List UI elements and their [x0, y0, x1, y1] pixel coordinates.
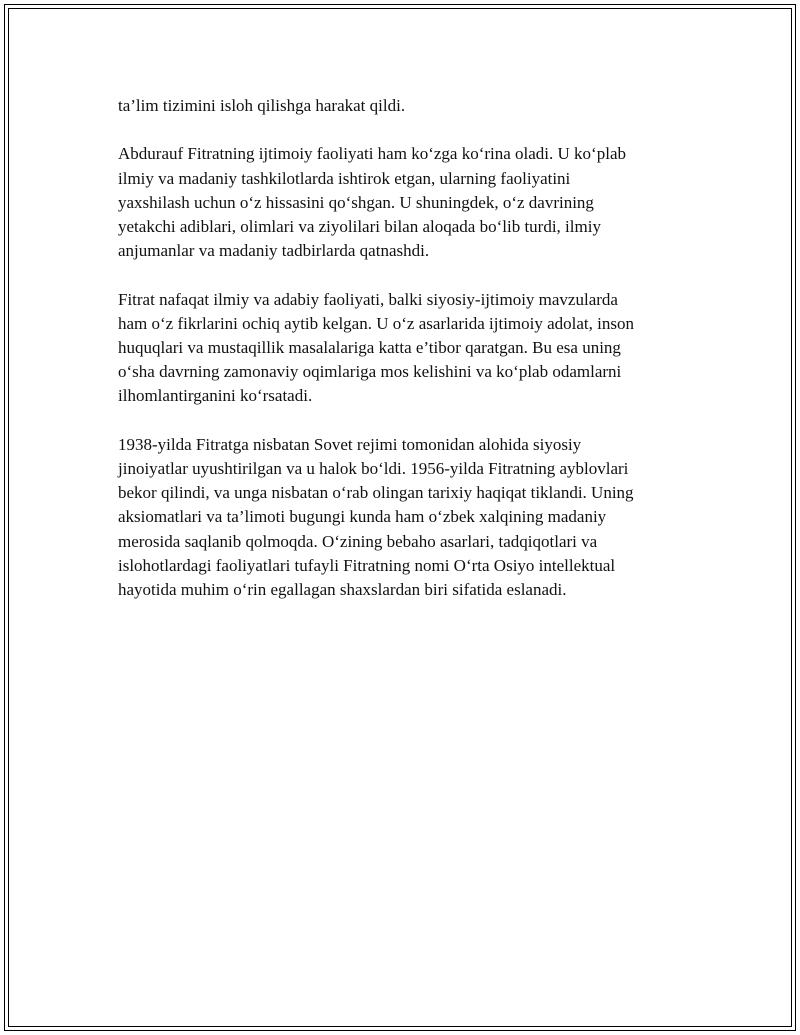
paragraph-4: 1938-yilda Fitratga nisbatan Sovet rejimi tomonidan alohida siyosiy jinoiyatlar uyushtirilgan va u halok bo‘ldi. 1956-yilda Fitratning ayblovlari bekor qilindi, va unga nisbatan o‘rab olingan tarixiy haqiqat tiklandi. Uning aksiomatlari va ta’limoti bugungi kunda ham o‘zbek xalqining madaniy merosida saqlanib qolmoqda. O‘zining bebaho asarlari, tadqiqotlari va islohotlardagi faoliyatlari tufayli Fitratning nomi O‘rta Osiyo intellektual hayotida muhim o‘rin egallagan shaxslardan biri sifatida eslanadi.: [118, 434, 634, 600]
paragraph-2: Abdurauf Fitratning ijtimoiy faoliyati ham ko‘zga ko‘rina oladi. U ko‘plab ilmiy va madaniy tashkilotlarda ishtirok etgan, ularning faoliyatini yaxshilash uchun o‘z hissasini qo‘shgan. U shuningdek, o‘z davrining yetakchi adiblari, olimlari va ziyolilari bilan aloqada bo‘lib turdi, ilmiy anjumanlar va madaniy tadbirlarda qatnashdi.: [118, 144, 626, 261]
paragraph-3: Fitrat nafaqat ilmiy va adabiy faoliyati, balki siyosiy-ijtimoiy mavzularda ham o‘z fikrlarini ochiq aytib kelgan. U o‘z asarlarida ijtimoiy adolat, inson huquqlari va mustaqillik masalalariga katta e’tibor qaratgan. Bu esa uning o‘sha davrning zamonaviy oqimlariga mos kelishini va ko‘plab odamlarni ilhomlantirganini ko‘rsatadi.: [118, 289, 634, 406]
document-body: [118, 94, 688, 626]
paragraph-1: ta’lim tizimini isloh qilishga harakat qildi.: [118, 96, 406, 115]
